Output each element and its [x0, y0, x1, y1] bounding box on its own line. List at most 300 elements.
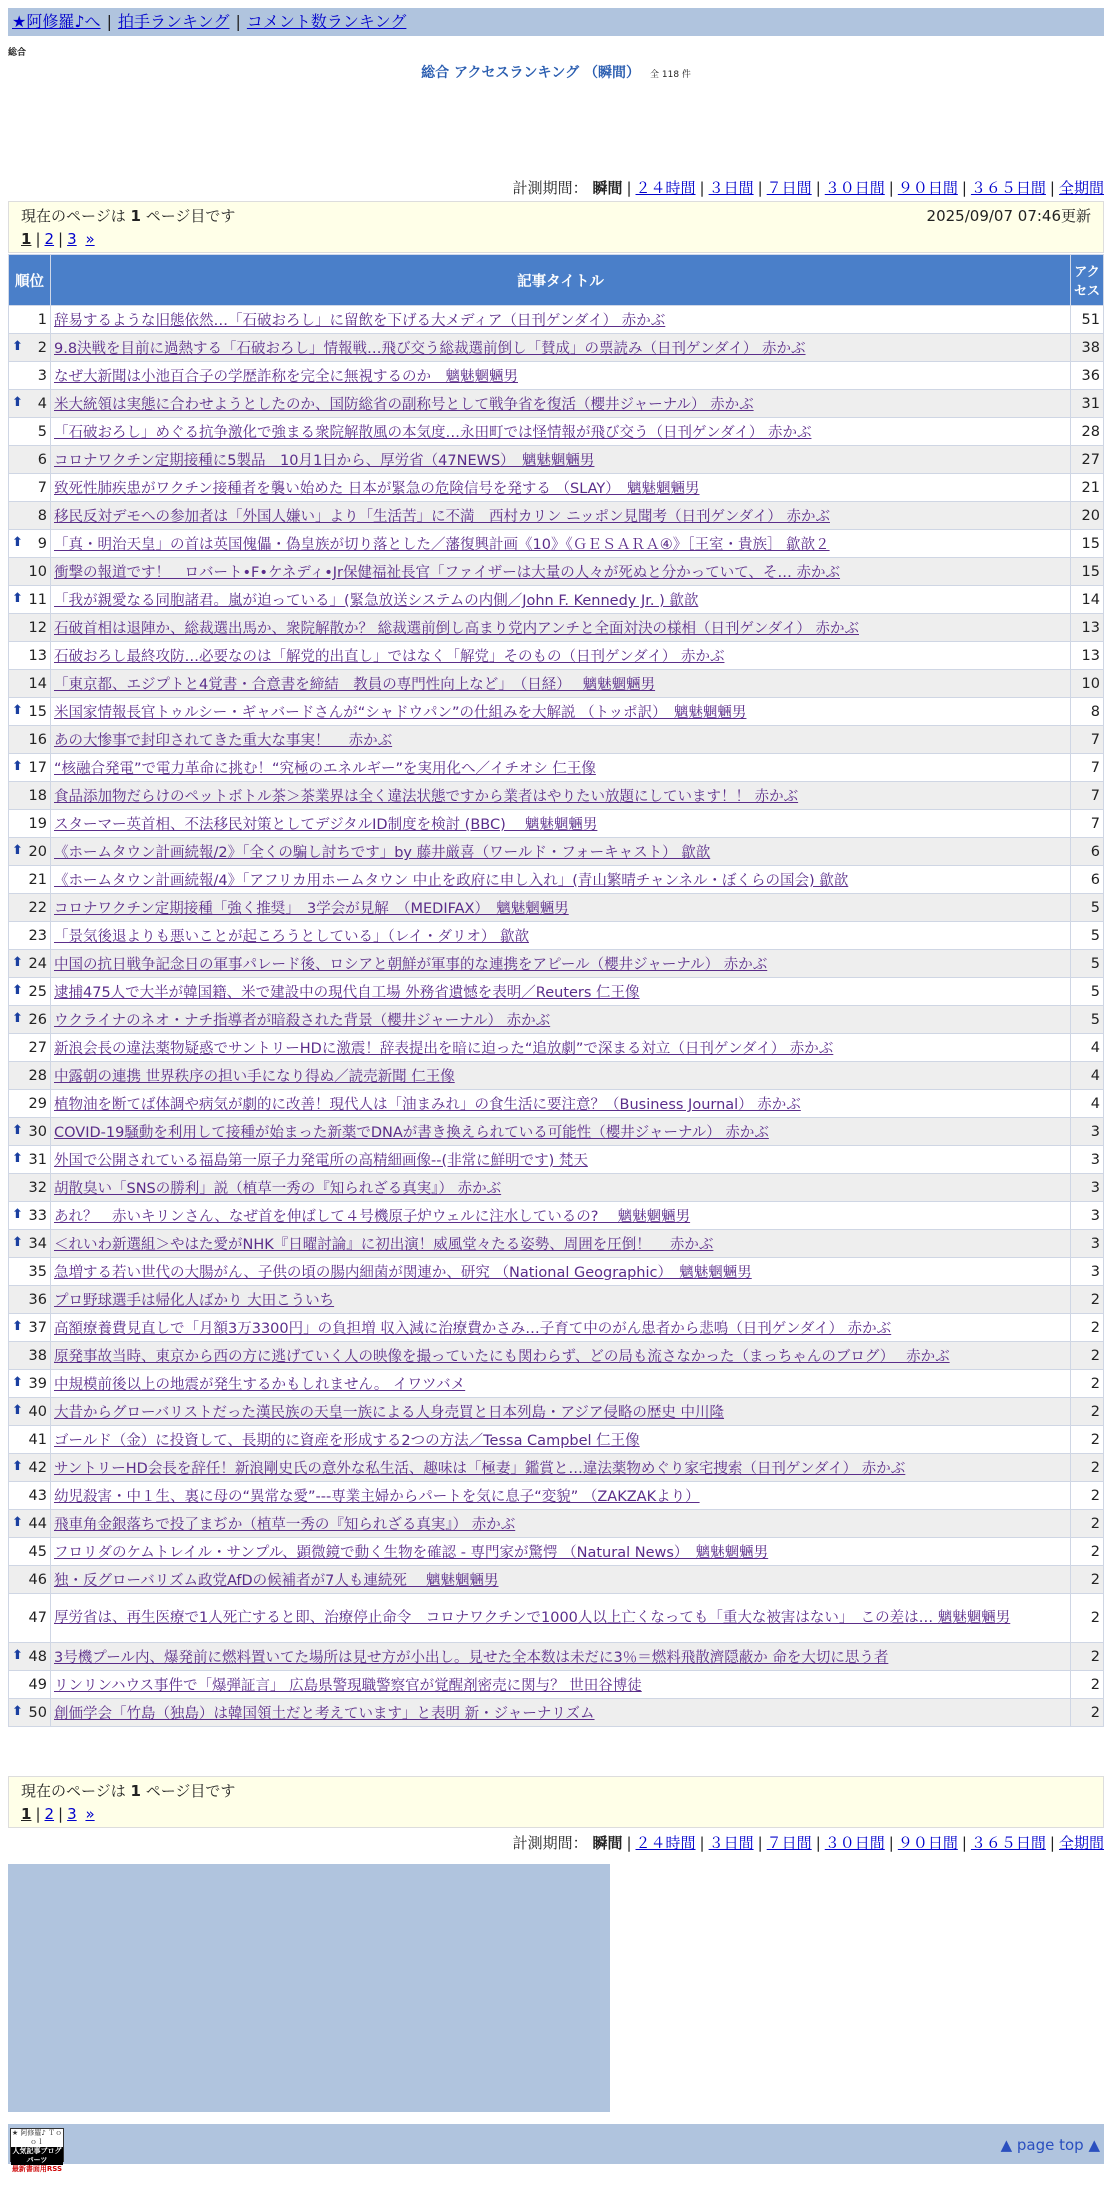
article-link[interactable]: フロリダのケムトレイル・サンプル、顕微鏡で動く生物を確認 - 専門家が驚愕 （Natural News） 魑魅魍魎男 — [54, 1545, 769, 1561]
table-row — [9, 1202, 1104, 1230]
article-link[interactable]: 大昔からグローバリストだった漢民族の天皇一族による人身売買と日本列島・アジア侵略の歴史 中川隆 — [54, 1405, 725, 1421]
rank-number: 32 — [28, 1179, 47, 1196]
rank-cell — [9, 1643, 51, 1671]
access-count: 4 — [1071, 1034, 1104, 1062]
rank-number: 34 — [28, 1235, 47, 1252]
title-cell — [51, 838, 1071, 866]
page-1-current: 1 — [21, 1805, 32, 1823]
table-row — [9, 306, 1104, 334]
up-arrow-icon: ⬆ — [12, 1515, 23, 1530]
period-link-365d[interactable]: ３６５日間 — [970, 179, 1046, 197]
title-cell — [51, 614, 1071, 642]
article-link[interactable]: あの大惨事で封印されてきた重大な事実！ 赤かぶ — [54, 733, 393, 749]
period-current: 瞬間 — [592, 179, 623, 197]
article-link[interactable]: 独・反グローバリズム政党AfDの候補者が7人も連続死 魑魅魍魎男 — [54, 1573, 499, 1589]
article-link[interactable]: 石破おろし最終攻防…必要なのは「解党的出直し」ではなく「解党」そのもの（日刊ゲンダイ） 赤かぶ — [54, 649, 725, 665]
table-row — [9, 1370, 1104, 1398]
access-count: 4 — [1071, 1090, 1104, 1118]
rank-cell — [9, 1006, 51, 1034]
article-link[interactable]: 9.8決戦を目前に過熱する「石破おろし」情報戦…飛び交う総裁選前倒し「賛成」の票読み（日刊ゲンダイ） 赤かぶ — [54, 341, 806, 357]
title-cell — [51, 1090, 1071, 1118]
up-arrow-icon: ⬆ — [12, 591, 23, 606]
table-row — [9, 390, 1104, 418]
article-link[interactable]: 原発事故当時、東京から西の方に逃げていく人の映像を撮っていたにも関わらず、どの局も流さなかった（まっちゃんのブログ） 赤かぶ — [54, 1349, 950, 1365]
rank-cell — [9, 1286, 51, 1314]
article-link[interactable]: コロナワクチン定期接種に5製品 10月1日から、厚労省（47NEWS） 魑魅魍魎男 — [54, 453, 595, 469]
rank-number: 1 — [37, 311, 47, 328]
article-link[interactable]: サントリーHD会長を辞任！新浪剛史氏の意外な私生活、趣味は「極妻」鑑賞と…違法薬物めぐり家宅捜索（日刊ゲンダイ） 赤かぶ — [54, 1461, 906, 1477]
up-arrow-icon: ⬆ — [12, 1704, 23, 1719]
title-cell — [51, 1342, 1071, 1370]
table-row — [9, 1286, 1104, 1314]
rank-cell — [9, 922, 51, 950]
article-link[interactable]: 《ホームタウン計画続報/4》「アフリカ用ホームタウン 中止を政府に申し入れ」(青山繁晴チャンネル・ぼくらの国会) 歙歆 — [54, 873, 849, 889]
article-link[interactable]: 「石破おろし」めぐる抗争激化で強まる衆院解散風の本気度…永田町では怪情報が飛び交う（日刊ゲンダイ） 赤かぶ — [54, 425, 812, 441]
rank-cell — [9, 670, 51, 698]
rank-number: 15 — [28, 703, 47, 720]
table-row — [9, 1566, 1104, 1594]
rank-cell — [9, 390, 51, 418]
article-link[interactable]: 新浪会長の違法薬物疑惑でサントリーHDに激震！辞表提出を暗に迫った“追放劇”で深まる対立（日刊ゲンダイ） 赤かぶ — [54, 1041, 834, 1057]
title-cell — [51, 1643, 1071, 1671]
period-link-24h[interactable]: ２４時間 — [635, 179, 696, 197]
title-cell — [51, 1699, 1071, 1727]
article-link[interactable]: 創価学会「竹島（独島）は韓国領土だと考えています」と表明 新・ジャーナリズム — [54, 1706, 595, 1722]
rank-number: 22 — [28, 899, 47, 916]
table-row — [9, 978, 1104, 1006]
access-count: 3 — [1071, 1146, 1104, 1174]
period-link-24h[interactable]: ２４時間 — [635, 1834, 696, 1852]
period-link-365d[interactable]: ３６５日間 — [970, 1834, 1046, 1852]
page-3-link[interactable]: 3 — [67, 230, 77, 248]
title-cell — [51, 978, 1071, 1006]
article-link[interactable]: 移民反対デモへの参加者は「外国人嫌い」より「生活苦」に不満 西村カリン ニッポン見聞考（日刊ゲンダイ） 赤かぶ — [54, 509, 830, 525]
table-row — [9, 1538, 1104, 1566]
article-link[interactable]: リンリンハウス事件で「爆弾証言」 広島県警現職警察官が覚醒剤密売に関与？ 世田谷博徒 — [54, 1678, 642, 1694]
rank-number: 19 — [28, 815, 47, 832]
nav-link-home[interactable]: ★阿修羅♪へ — [12, 12, 101, 31]
article-link[interactable]: 幼児殺害・中１生、裏に母の“異常な愛”---専業主婦からパートを気に息子“変貌” （ZAKZAKより） — [54, 1489, 700, 1505]
rank-number: 20 — [28, 843, 47, 860]
title-cell — [51, 474, 1071, 502]
rank-number: 5 — [37, 423, 47, 440]
period-link-90d[interactable]: ９０日間 — [897, 179, 958, 197]
access-count: 5 — [1071, 978, 1104, 1006]
access-count: 20 — [1071, 502, 1104, 530]
article-link[interactable]: スターマー英首相、不法移民対策としてデジタルID制度を検討 (BBC) 魑魅魍魎男 — [54, 817, 598, 833]
article-link[interactable]: 食品添加物だらけのペットボトル茶＞茶業界は全く違法状態ですから業者はやりたい放題にしています！！ 赤かぶ — [54, 789, 799, 805]
rank-cell — [9, 1314, 51, 1342]
title-cell — [51, 894, 1071, 922]
title-cell — [51, 922, 1071, 950]
total-count: 全 118 件 — [650, 70, 691, 80]
table-row — [9, 1398, 1104, 1426]
table-row — [9, 1118, 1104, 1146]
article-link[interactable]: 胡散臭い「SNSの勝利」説（植草一秀の『知られざる真実』） 赤かぶ — [54, 1181, 502, 1197]
rank-number: 8 — [37, 507, 47, 524]
rank-number: 14 — [28, 675, 47, 692]
rank-cell — [9, 950, 51, 978]
period-link-7d[interactable]: ７日間 — [766, 1834, 812, 1852]
period-link-30d[interactable]: ３０日間 — [824, 179, 885, 197]
title-cell — [51, 1426, 1071, 1454]
access-count: 3 — [1071, 1202, 1104, 1230]
rank-number: 28 — [28, 1067, 47, 1084]
access-count: 51 — [1071, 306, 1104, 334]
rank-cell — [9, 502, 51, 530]
rank-cell — [9, 1398, 51, 1426]
rank-cell — [9, 1482, 51, 1510]
table-row — [9, 1671, 1104, 1699]
period-link-30d[interactable]: ３０日間 — [824, 1834, 885, 1852]
access-count: 3 — [1071, 1258, 1104, 1286]
title-cell — [51, 950, 1071, 978]
title-cell — [51, 1146, 1071, 1174]
rank-cell — [9, 726, 51, 754]
article-link[interactable]: 高額療養費見直しで「月額3万3300円」の負担増 収入減に治療費かさみ…子育て中のがん患者から悲鳴（日刊ゲンダイ） 赤かぶ — [54, 1321, 892, 1337]
top-nav-bar — [8, 8, 1104, 36]
table-row — [9, 474, 1104, 502]
rank-cell — [9, 614, 51, 642]
rank-cell — [9, 1594, 51, 1643]
rank-number: 12 — [28, 619, 47, 636]
rank-number: 13 — [28, 647, 47, 664]
table-header-row — [9, 255, 1104, 306]
rank-cell — [9, 1538, 51, 1566]
title-cell — [51, 1174, 1071, 1202]
table-row — [9, 950, 1104, 978]
rank-cell — [9, 334, 51, 362]
table-row — [9, 698, 1104, 726]
article-link[interactable]: 逮捕475人で大半が韓国籍、米で建設中の現代自工場 外務省遺憾を表明／Reuters 仁王像 — [54, 985, 640, 1001]
access-count: 5 — [1071, 1006, 1104, 1034]
article-link[interactable]: 飛車角金銀落ちで投了まぢか（植草一秀の『知られざる真実』） 赤かぶ — [54, 1517, 516, 1533]
access-count: 2 — [1071, 1482, 1104, 1510]
access-count: 13 — [1071, 642, 1104, 670]
rank-cell — [9, 1671, 51, 1699]
title-cell — [51, 334, 1071, 362]
access-count: 5 — [1071, 950, 1104, 978]
next-page-link[interactable]: » — [85, 230, 95, 248]
title-cell — [51, 1202, 1071, 1230]
title-cell — [51, 782, 1071, 810]
rank-cell — [9, 1370, 51, 1398]
rank-cell — [9, 698, 51, 726]
article-link[interactable]: 石破首相は退陣か、総裁選出馬か、衆院解散か？ 総裁選前倒し高まり党内アンチと全面対決の様相（日刊ゲンダイ） 赤かぶ — [54, 621, 859, 637]
up-arrow-icon: ⬆ — [12, 983, 23, 998]
period-link-3d[interactable]: ３日間 — [708, 179, 754, 197]
page-title — [0, 62, 1112, 82]
rank-number: 10 — [28, 563, 47, 580]
header-access: アクセス — [1071, 255, 1104, 306]
up-arrow-icon: ⬆ — [12, 703, 23, 718]
up-arrow-icon: ⬆ — [12, 1011, 23, 1026]
table-row — [9, 838, 1104, 866]
nav-link-comment-ranking[interactable]: コメント数ランキング — [246, 12, 407, 31]
article-link[interactable]: 「景気後退よりも悪いことが起ころうとしている」（レイ・ダリオ） 歙歆 — [54, 929, 529, 945]
up-arrow-icon: ⬆ — [12, 339, 23, 354]
table-row — [9, 670, 1104, 698]
rank-number: 39 — [28, 1375, 47, 1392]
title-cell — [51, 446, 1071, 474]
nav-link-clap-ranking[interactable]: 拍手ランキング — [117, 12, 230, 31]
title-cell — [51, 726, 1071, 754]
period-selector-bottom: 計測期間： 瞬間 | ２４時間 | ３日間 | ７日間 | ３０日間 | ９０日間 | ３６５日間 | 全期間 — [512, 1834, 1104, 1852]
access-count: 13 — [1071, 614, 1104, 642]
table-row — [9, 446, 1104, 474]
rank-number: 3 — [37, 367, 47, 384]
table-row — [9, 1006, 1104, 1034]
current-page-text: 現在のページは 1 ページ目です — [21, 1782, 236, 1800]
article-link[interactable]: 「真・明治天皇」の首は英国傀儡・偽皇族が切り落とした／藩復興計画《10》《ＧＥＳＡＲＡ④》［王室・貴族］ 歙歆２ — [54, 537, 830, 553]
period-selector-top: 計測期間： 瞬間 | ２４時間 | ３日間 | ７日間 | ３０日間 | ９０日間 | ３６５日間 | 全期間 — [512, 179, 1104, 197]
rank-number: 16 — [28, 731, 47, 748]
rank-number: 42 — [28, 1459, 47, 1476]
access-count: 2 — [1071, 1342, 1104, 1370]
access-count: 3 — [1071, 1230, 1104, 1258]
table-row — [9, 642, 1104, 670]
title-cell — [51, 1314, 1071, 1342]
table-row — [9, 1482, 1104, 1510]
access-count: 4 — [1071, 1062, 1104, 1090]
rank-cell — [9, 1118, 51, 1146]
access-count: 5 — [1071, 894, 1104, 922]
rank-cell — [9, 1202, 51, 1230]
up-arrow-icon: ⬆ — [12, 759, 23, 774]
title-cell — [51, 1482, 1071, 1510]
access-count: 27 — [1071, 446, 1104, 474]
title-cell — [51, 1034, 1071, 1062]
article-link[interactable]: ゴールド（金）に投資して、長期的に資産を形成する2つの方法／Tessa Campbel 仁王像 — [54, 1433, 640, 1449]
rank-cell — [9, 1342, 51, 1370]
title-cell — [51, 362, 1071, 390]
up-arrow-icon: ⬆ — [12, 843, 23, 858]
article-link[interactable]: ウクライナのネオ・ナチ指導者が暗殺された背景（櫻井ジャーナル） 赤かぶ — [54, 1013, 551, 1029]
article-link[interactable]: 衝撃の報道です！ ロバート•F•ケネディ•Jr保健福祉長官「ファイザーは大量の人々が死ぬと分かっていて、そ… 赤かぶ — [54, 565, 841, 581]
blog-parts-logo[interactable]: ★ 阿修羅♪ Ｔｏｏｌ 人気記事ブログパーツ 最新書面用RSS — [11, 2129, 63, 2173]
access-count: 31 — [1071, 390, 1104, 418]
up-arrow-icon: ⬆ — [12, 1151, 23, 1166]
rank-cell — [9, 978, 51, 1006]
up-arrow-icon: ⬆ — [12, 1123, 23, 1138]
up-arrow-icon: ⬆ — [12, 1235, 23, 1250]
access-count: 6 — [1071, 838, 1104, 866]
pager-bottom: 現在のページは 1 ページ目です 1 | 2 | 3 » — [8, 1776, 1104, 1828]
up-arrow-icon: ⬆ — [12, 1207, 23, 1222]
table-row — [9, 530, 1104, 558]
rank-number: 23 — [28, 927, 47, 944]
title-cell — [51, 1566, 1071, 1594]
access-count: 21 — [1071, 474, 1104, 502]
access-count: 2 — [1071, 1594, 1104, 1643]
article-link[interactable]: 致死性肺疾患がワクチン接種者を襲い始めた 日本が緊急の危険信号を発する （SLAY） 魑魅魍魎男 — [54, 481, 700, 497]
period-link-all[interactable]: 全期間 — [1058, 1834, 1104, 1852]
rank-cell — [9, 1230, 51, 1258]
table-row — [9, 894, 1104, 922]
article-link[interactable]: 中規模前後以上の地震が発生するかもしれません。 イワツバメ — [54, 1377, 466, 1393]
rank-cell — [9, 1090, 51, 1118]
rank-number: 33 — [28, 1207, 47, 1224]
article-link[interactable]: 辞易するような旧態依然…「石破おろし」に留飲を下げる大メディア（日刊ゲンダイ） 赤かぶ — [54, 313, 666, 329]
title-cell — [51, 306, 1071, 334]
title-cell — [51, 1510, 1071, 1538]
table-row — [9, 922, 1104, 950]
rank-number: 7 — [37, 479, 47, 496]
rank-number: 25 — [28, 983, 47, 1000]
article-link[interactable]: あれ？ 赤いキリンさん、なぜ首を伸ばして４号機原子炉ウェルに注水しているの? 魑魅魍魎男 — [54, 1209, 691, 1225]
header-title: 記事タイトル — [51, 255, 1071, 306]
article-link[interactable]: コロナワクチン定期接種「強く推奨」 3学会が見解 （MEDIFAX） 魑魅魍魎男 — [54, 901, 569, 917]
ad-placeholder — [8, 1864, 610, 2112]
table-row — [9, 810, 1104, 838]
table-row — [9, 1594, 1104, 1643]
article-link[interactable]: 3号機プール内、爆発前に燃料置いてた場所は見せ方が小出し。見せた全本数は未だに3％＝燃料飛散濟隠蔽か 命を大切に思う者 — [54, 1650, 889, 1666]
table-row — [9, 782, 1104, 810]
title-cell — [51, 1370, 1071, 1398]
rank-cell — [9, 1258, 51, 1286]
article-link[interactable]: 米国家情報長官トゥルシー・ギャバードさんが“シャドウパン”の仕組みを大解説 （トッポ訳） 魑魅魍魎男 — [54, 705, 747, 721]
rank-cell — [9, 1062, 51, 1090]
article-link[interactable]: COVID-19騒動を利用して接種が始まった新薬でDNAが書き換えられている可能性（櫻井ジャーナル） 赤かぶ — [54, 1125, 769, 1141]
rank-number: 49 — [28, 1676, 47, 1693]
rank-number: 43 — [28, 1487, 47, 1504]
rank-number: 41 — [28, 1431, 47, 1448]
rank-number: 2 — [37, 339, 47, 356]
period-link-3d[interactable]: ３日間 — [708, 1834, 754, 1852]
rank-cell — [9, 1454, 51, 1482]
table-row — [9, 1510, 1104, 1538]
title-cell — [51, 586, 1071, 614]
title-cell — [51, 1538, 1071, 1566]
rank-cell — [9, 1510, 51, 1538]
page-1-current: 1 — [21, 230, 32, 248]
article-link[interactable]: 「我が親愛なる同胞諸君。嵐が迫っている」(緊急放送システムの内側／John F. Kennedy Jr. ) 歙歆 — [54, 593, 699, 609]
access-count: 3 — [1071, 1174, 1104, 1202]
page-top-link[interactable]: ▲ page top ▲ — [1000, 2136, 1100, 2154]
title-cell — [51, 810, 1071, 838]
rank-cell — [9, 866, 51, 894]
article-link[interactable]: 厚労省は、再生医療で1人死亡すると即、治療停止命令 コロナワクチンで1000人以上亡くなっても「重大な被害はない」 この差は… 魑魅魍魎男 — [54, 1610, 1011, 1626]
rank-cell — [9, 1174, 51, 1202]
title-cell — [51, 754, 1071, 782]
article-link[interactable]: なぜ大新聞は小池百合子の学歴詐称を完全に無視するのか 魑魅魍魎男 — [54, 369, 518, 385]
rank-cell — [9, 1566, 51, 1594]
rank-number: 44 — [28, 1515, 47, 1532]
access-count: 2 — [1071, 1566, 1104, 1594]
access-count: 2 — [1071, 1510, 1104, 1538]
rank-number: 29 — [28, 1095, 47, 1112]
title-cell — [51, 1230, 1071, 1258]
table-row — [9, 362, 1104, 390]
access-count: 2 — [1071, 1314, 1104, 1342]
table-row — [9, 726, 1104, 754]
article-link[interactable]: プロ野球選手は帰化人ばかり 大田こういち — [54, 1293, 335, 1309]
page-2-link[interactable]: 2 — [44, 1805, 55, 1823]
article-link[interactable]: 《ホームタウン計画続報/2》「全くの騙し討ちです」by 藤井厳喜（ワールド・フォーキャスト） 歙歆 — [54, 845, 711, 861]
title-cell — [51, 1118, 1071, 1146]
rank-cell — [9, 446, 51, 474]
table-row — [9, 1034, 1104, 1062]
article-link[interactable]: 中国の抗日戦争記念日の軍事パレード後、ロシアと朝鮮が軍事的な連携をアピール（櫻井ジャーナル） 赤かぶ — [54, 957, 768, 973]
period-link-7d[interactable]: ７日間 — [766, 179, 812, 197]
rank-cell — [9, 782, 51, 810]
table-row — [9, 1258, 1104, 1286]
title-cell — [51, 1258, 1071, 1286]
title-cell — [51, 1454, 1071, 1482]
rank-cell — [9, 838, 51, 866]
title-cell — [51, 558, 1071, 586]
rank-cell — [9, 754, 51, 782]
table-row — [9, 502, 1104, 530]
page-3-link[interactable]: 3 — [67, 1805, 77, 1823]
access-count: 2 — [1071, 1370, 1104, 1398]
rank-number: 31 — [28, 1151, 47, 1168]
title-cell — [51, 502, 1071, 530]
table-row — [9, 866, 1104, 894]
rank-cell — [9, 894, 51, 922]
access-count: 5 — [1071, 922, 1104, 950]
rank-number: 40 — [28, 1403, 47, 1420]
article-link[interactable]: 植物油を断てば体調や病気が劇的に改善！現代人は「油まみれ」の食生活に要注意？（Business Journal） 赤かぶ — [54, 1097, 801, 1113]
rank-cell — [9, 1426, 51, 1454]
article-link[interactable]: 中露朝の連携 世界秩序の担い手になり得ぬ／読売新聞 仁王像 — [54, 1069, 455, 1085]
title-cell — [51, 1062, 1071, 1090]
access-count: 2 — [1071, 1454, 1104, 1482]
current-page-text: 現在のページは 1 ページ目です — [21, 207, 236, 225]
table-row — [9, 586, 1104, 614]
title-cell — [51, 390, 1071, 418]
next-page-link[interactable]: » — [85, 1805, 95, 1823]
rank-number: 24 — [28, 955, 47, 972]
rank-number: 21 — [28, 871, 47, 888]
period-link-90d[interactable]: ９０日間 — [897, 1834, 958, 1852]
rank-number: 17 — [28, 759, 47, 776]
rank-number: 38 — [28, 1347, 47, 1364]
table-row — [9, 1090, 1104, 1118]
up-arrow-icon: ⬆ — [12, 1403, 23, 1418]
article-link[interactable]: “核融合発電”で電力革命に挑む！“究極のエネルギー”を実用化へ／イチオシ 仁王像 — [54, 761, 596, 777]
up-arrow-icon: ⬆ — [12, 955, 23, 970]
article-link[interactable]: 「東京都、エジプトと4覚書・合意書を締結 教員の専門性向上など」 （日経） 魑魅魍魎男 — [54, 677, 656, 693]
access-count: 7 — [1071, 782, 1104, 810]
access-count: 2 — [1071, 1398, 1104, 1426]
title-cell — [51, 1398, 1071, 1426]
access-count: 2 — [1071, 1286, 1104, 1314]
article-link[interactable]: 外国で公開されている福島第一原子力発電所の高精細画像--(非常に鮮明です) 梵天 — [54, 1153, 588, 1169]
rank-cell — [9, 530, 51, 558]
rank-cell — [9, 418, 51, 446]
rank-number: 9 — [37, 535, 47, 552]
rank-cell — [9, 586, 51, 614]
article-link[interactable]: 米大統領は実態に合わせようとしたのか、国防総省の副称号として戦争省を復活（櫻井ジャーナル） 赤かぶ — [54, 397, 754, 413]
ranking-table-body — [9, 306, 1104, 1727]
rank-number: 48 — [28, 1648, 47, 1665]
title-cell — [51, 1286, 1071, 1314]
page-2-link[interactable]: 2 — [44, 230, 55, 248]
table-row — [9, 1062, 1104, 1090]
title-cell — [51, 670, 1071, 698]
article-link[interactable]: 急増する若い世代の大腸がん、子供の頃の腸内細菌が関連か、研究 （National Geographic） 魑魅魍魎男 — [54, 1265, 752, 1281]
table-row — [9, 1314, 1104, 1342]
article-link[interactable]: ＜れいわ新選組＞やはた愛がNHK『日曜討論』に初出演！威風堂々たる姿勢、周囲を圧倒！ 赤かぶ — [54, 1237, 714, 1253]
rank-number: 46 — [28, 1571, 47, 1588]
rank-number: 36 — [28, 1291, 47, 1308]
period-link-all[interactable]: 全期間 — [1058, 179, 1104, 197]
table-row — [9, 1454, 1104, 1482]
access-count: 2 — [1071, 1671, 1104, 1699]
title-cell — [51, 1006, 1071, 1034]
table-row — [9, 1230, 1104, 1258]
